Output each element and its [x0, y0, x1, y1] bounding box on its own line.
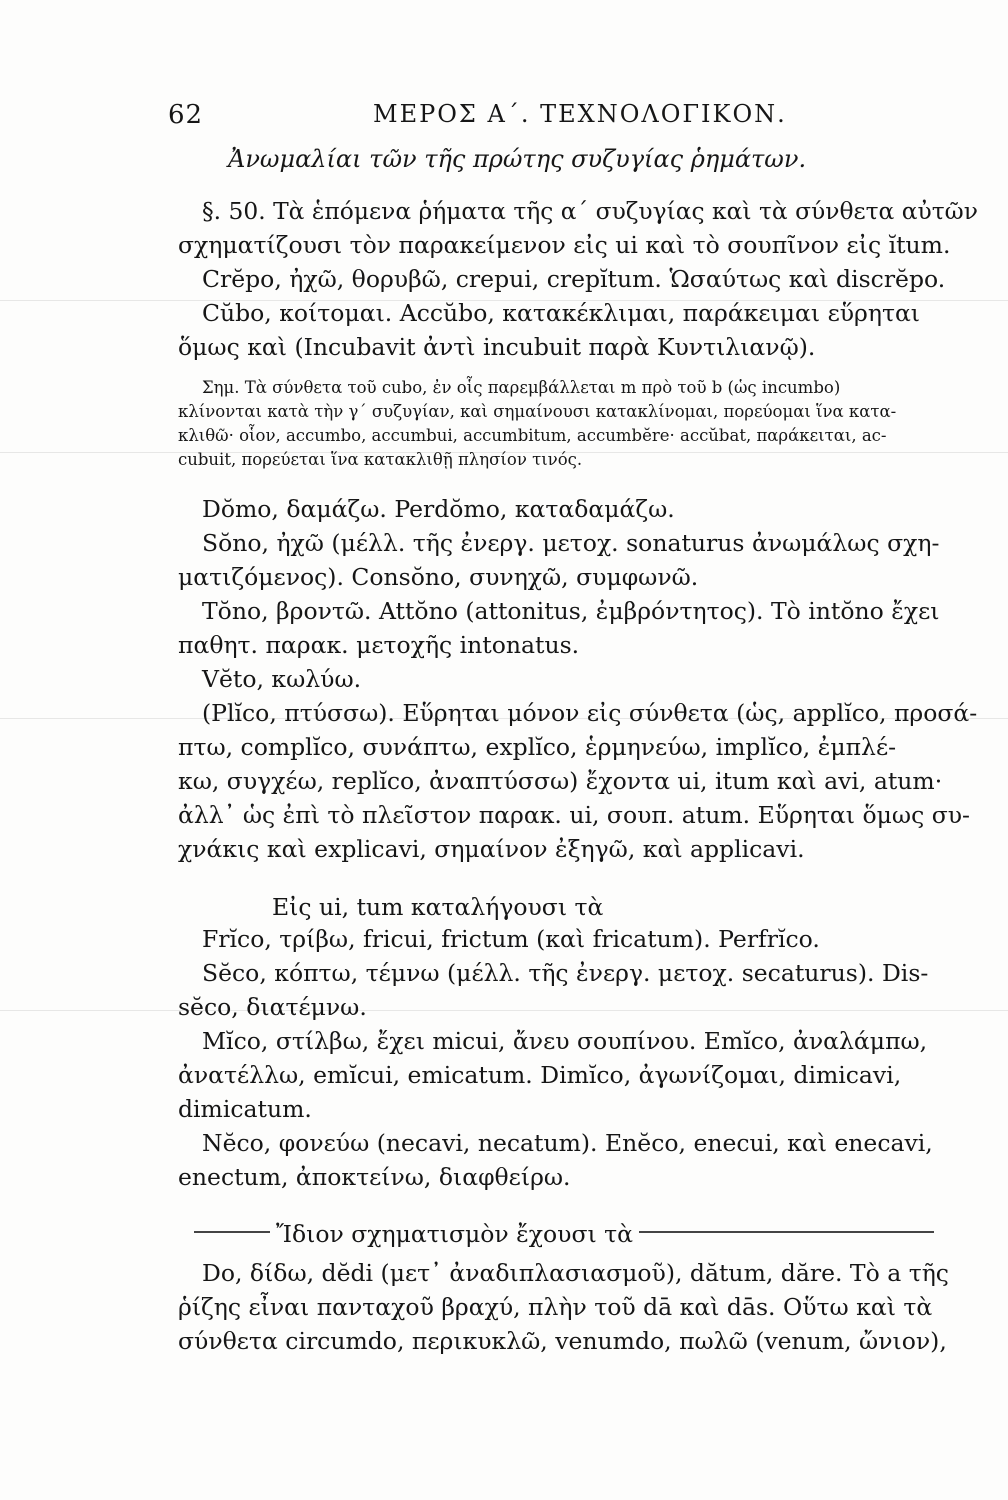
subheading: Ἴδιον σχηματισμὸν ἔχουσι τὰ — [270, 1220, 639, 1248]
text-line: σχηματίζουσι τὸν παρακείμενον εἰς ui καὶ τὸ σουπῖνον εἰς ĭtum. — [178, 231, 951, 259]
text-line: Sĕco, κόπτω, τέμνω (μέλλ. τῆς ἐνεργ. μετοχ. secaturus). Dis- — [202, 959, 929, 987]
text-line: ἀλλ᾽ ὡς ἐπὶ τὸ πλεῖστον παρακ. ui, σουπ. atum. Εὕρηται ὅμως συ- — [178, 801, 970, 829]
text-line: χνάκις καὶ explicavi, σημαίνον ἐξηγῶ, καὶ applicavi. — [178, 835, 805, 863]
text-line: Do, δίδω, dĕdi (μετ᾽ ἀναδιπλασιασμοῦ), dătum, dăre. Τὸ a τῆς — [202, 1259, 949, 1287]
text-line: Frĭco, τρίβω, fricui, frictum (καὶ fricatum). Perfrĭco. — [202, 925, 820, 953]
text-line: Crĕpo, ἠχῶ, θορυβῶ, crepui, crepĭtum. Ὡσαύτως καὶ discrĕpo. — [202, 265, 946, 293]
text-line: Sŏno, ἠχῶ (μέλλ. τῆς ἐνεργ. μετοχ. sonaturus ἀνωμάλως σχη- — [202, 529, 940, 557]
text-line: §. 50. Τὰ ἑπόμενα ῥήματα τῆς α΄ συζυγίας καὶ τὰ σύνθετα αὐτῶν — [202, 197, 978, 225]
text-line: ἀνατέλλω, emĭcui, emicatum. Dimĭco, ἀγωνίζομαι, dimicavi, — [178, 1061, 902, 1089]
text-line: πτω, complĭco, συνάπτω, explĭco, ἑρμηνεύω, implĭco, ἐμπλέ- — [178, 733, 897, 761]
text-line: sĕco, διατέμνω. — [178, 993, 367, 1021]
page-header — [168, 100, 948, 136]
text-line: Dŏmo, δαμάζω. Perdŏmo, καταδαμάζω. — [202, 495, 675, 523]
text-line: dimicatum. — [178, 1095, 312, 1123]
text-line: ῥίζης εἶναι πανταχοῦ βραχύ, πλὴν τοῦ dā καὶ dās. Οὕτω καὶ τὰ — [178, 1293, 933, 1321]
text-line: παθητ. παρακ. μετοχῆς intonatus. — [178, 631, 580, 659]
chapter-subtitle: Ἀνωμαλίαι τῶν τῆς πρώτης συζυγίας ῥημάτων. — [228, 145, 807, 173]
text-line: ὅμως καὶ (Incubavit ἀντὶ incubuit παρὰ Κυντιλιανῷ). — [178, 333, 816, 361]
text-line: ματιζόμενος). Consŏno, συνηχῶ, συμφωνῶ. — [178, 563, 699, 591]
text-line: (Plĭco, πτύσσω). Εὕρηται μόνον εἰς σύνθετα (ὡς, applĭco, προσά- — [202, 699, 978, 727]
text-line: κω, συγχέω, replĭco, ἀναπτύσσω) ἔχοντα ui, itum καὶ avi, atum· — [178, 767, 943, 795]
text-line: Mĭco, στίλβω, ἔχει micui, ἄνευ σουπίνου. Emĭco, ἀναλάμπω, — [202, 1027, 928, 1055]
text-line: enectum, ἀποκτείνω, διαφθείρω. — [178, 1163, 571, 1191]
text-line: σύνθετα circumdo, περικυκλῶ, venumdo, πωλῶ (venum, ὤνιον), — [178, 1327, 947, 1355]
page-number: 62 — [168, 100, 204, 130]
note-line: κλίνονται κατὰ τὴν γ΄ συζυγίαν, καὶ σημαίνουσι κατακλίνομαι, πορεύομαι ἵνα κατα- — [178, 402, 897, 421]
text-line: Tŏno, βροντῶ. Attŏno (attonitus, ἐμβρόντητος). Τὸ intŏno ἔχει — [202, 597, 940, 625]
text-line: Cŭbo, κοίτομαι. Accŭbo, κατακέκλιμαι, παράκειμαι εὕρηται — [202, 299, 921, 327]
note-line: κλιθῶ· οἷον, accumbo, accumbui, accumbitum, accumbĕre· accŭbat, παράκειται, ac- — [178, 426, 887, 445]
subheading: Εἰς ui, tum καταλήγουσι τὰ — [272, 893, 604, 921]
bleed-through-line — [0, 1010, 1008, 1011]
running-title: ΜΕΡΟΣ Α΄. ΤΕΧΝΟΛΟΓΙΚΟΝ. — [373, 100, 787, 128]
text-line: Vĕto, κωλύω. — [202, 665, 362, 693]
note-line: cubuit, πορεύεται ἵνα κατακλιθῇ πλησίον τινός. — [178, 450, 583, 469]
note-line: Σημ. Τὰ σύνθετα τοῦ cubo, ἐν οἷς παρεμβάλλεται m πρὸ τοῦ b (ὡς incumbo) — [202, 378, 841, 397]
text-line: Nĕco, φονεύω (necavi, necatum). Enĕco, enecui, καὶ enecavi, — [202, 1129, 933, 1157]
